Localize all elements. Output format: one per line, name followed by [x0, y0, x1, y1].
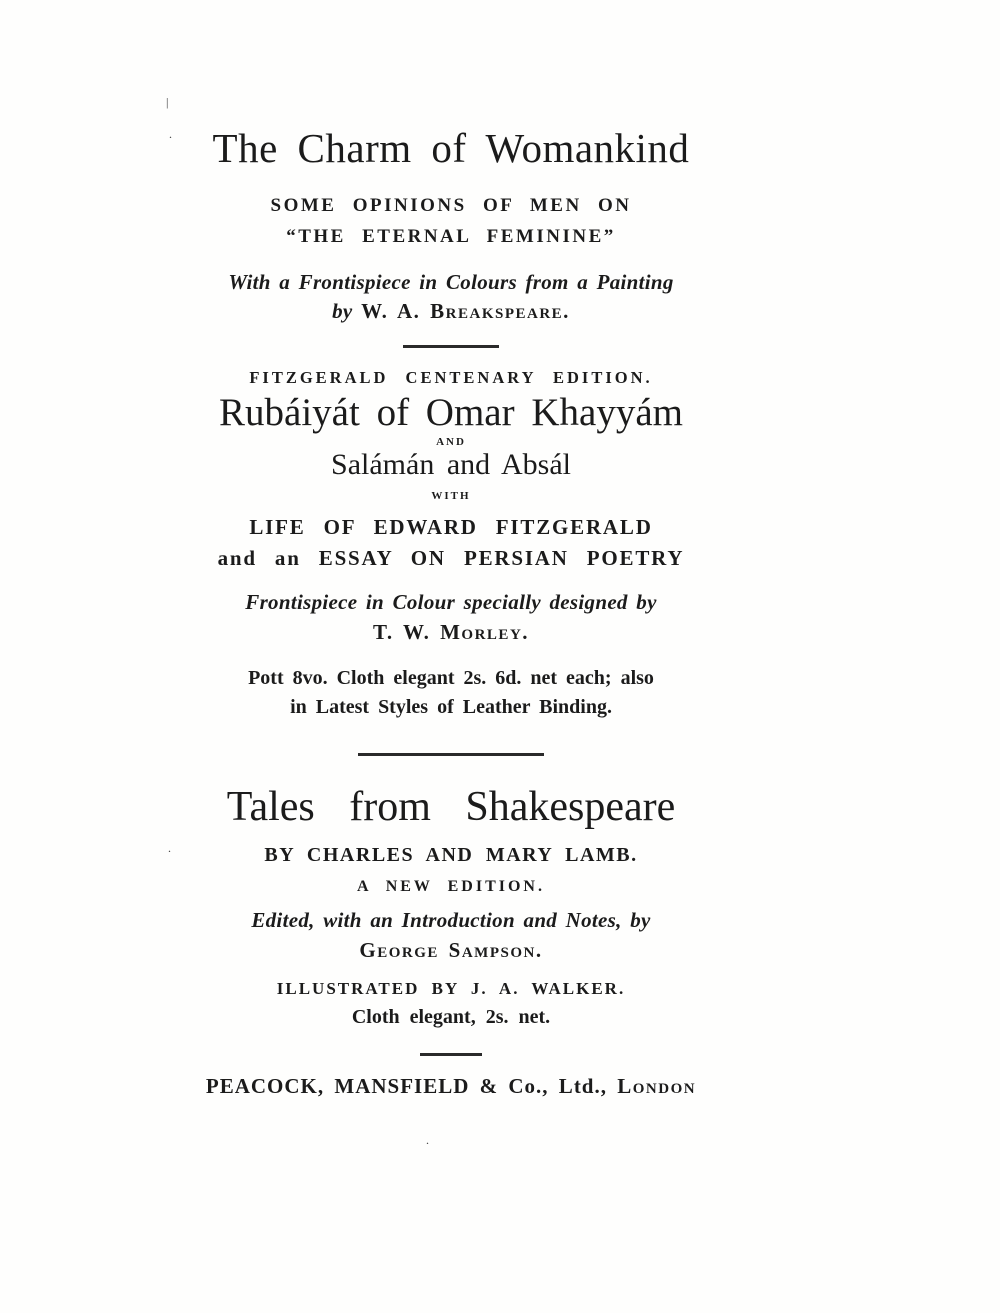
book-title: Tales from Shakespeare	[226, 783, 676, 830]
book-entry-rubaiyat	[140, 368, 762, 723]
book-title: Rubáiyát of Omar Khayyám	[219, 391, 683, 435]
illustrator-line: ILLUSTRATED BY J. A. WALKER.	[276, 978, 626, 998]
price-line-2: in Latest Styles of Leather Binding.	[290, 696, 612, 719]
publisher-name: PEACOCK, MANSFIELD & Co., Ltd.,	[205, 1073, 607, 1098]
scan-artifact: .	[169, 127, 172, 141]
and-label: AND	[436, 436, 466, 449]
book-subtitle-line-2: “THE ETERNAL FEMININE”	[286, 225, 616, 247]
price-note	[140, 664, 762, 723]
author-byline: BY CHARLES AND MARY LAMB.	[264, 844, 638, 867]
contents-line-1: LIFE OF EDWARD FITZGERALD	[249, 515, 653, 540]
edition-label: A NEW EDITION.	[357, 878, 545, 896]
edition-label: FITZGERALD CENTENARY EDITION.	[249, 368, 653, 388]
scan-artifact: |	[166, 95, 169, 109]
editor-note-line-1: Edited, with an Introduction and Notes, by	[251, 908, 651, 933]
scan-artifact: .	[426, 1133, 429, 1147]
section-divider	[420, 1053, 482, 1056]
frontispiece-note-line-1: Frontispiece in Colour specially designed by	[245, 590, 657, 615]
section-divider	[358, 753, 544, 756]
book-entry-tales-from-shakespeare	[140, 784, 762, 1029]
artist-name: W. A. Breakspeare.	[361, 299, 570, 324]
advert-page-content	[140, 126, 762, 1099]
book-second-title: Salámán and Absál	[331, 448, 571, 482]
contents-line-2: and an ESSAY ON PERSIAN POETRY	[217, 545, 685, 570]
price-line-1: Pott 8vo. Cloth elegant 2s. 6d. net each; also	[248, 666, 654, 689]
book-entry-charm-of-womankind	[140, 126, 762, 327]
artist-name: T. W. Morley.	[372, 619, 530, 644]
section-divider	[403, 345, 499, 348]
editor-note	[140, 906, 762, 966]
book-subtitle-line-1: SOME OPINIONS OF MEN ON	[270, 195, 632, 217]
scan-artifact: .	[168, 841, 171, 855]
frontispiece-note	[140, 588, 762, 648]
book-title: The Charm of Womankind	[212, 125, 690, 171]
editor-name: George Sampson.	[359, 937, 543, 962]
frontispiece-note	[140, 268, 762, 328]
binding-price-line: Cloth elegant, 2s. net.	[351, 1005, 551, 1028]
with-label: WITH	[431, 490, 471, 503]
frontispiece-note-line-1: With a Frontispiece in Colours from a Painting	[228, 269, 674, 294]
publisher-imprint	[140, 1074, 762, 1099]
frontispiece-note-by: by	[332, 299, 353, 324]
publisher-city: London	[617, 1073, 697, 1098]
